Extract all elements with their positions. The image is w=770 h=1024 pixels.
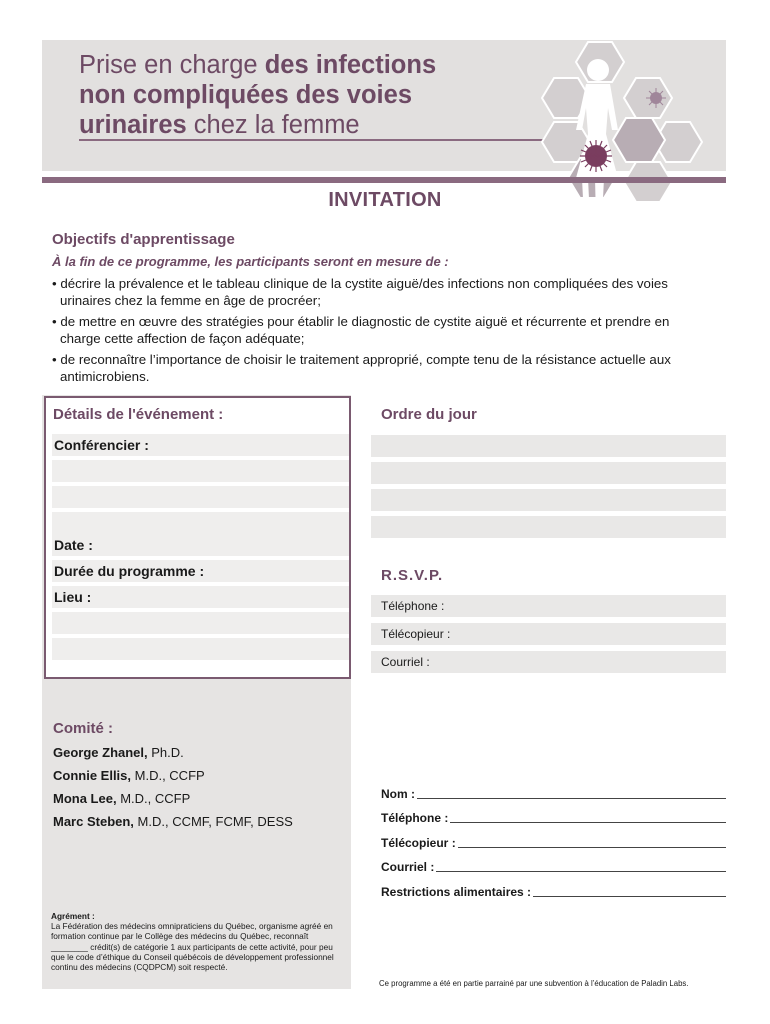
rsvp-fax-field[interactable]: [371, 623, 726, 645]
speaker-field-line-4[interactable]: [52, 512, 349, 534]
committee-member: [53, 791, 190, 806]
registration-name-label: Nom :: [381, 787, 415, 801]
committee-member: [53, 768, 205, 783]
agenda-line[interactable]: [371, 516, 726, 538]
member-credentials: M.D., CCFP: [131, 768, 205, 783]
rsvp-fax-label: Télécopieur :: [381, 627, 451, 641]
header-band: [42, 177, 726, 183]
registration-phone-row[interactable]: [381, 809, 726, 825]
objective-item: • de mettre en œuvre des stratégies pour établir le diagnostic de cystite aiguë et récurrente et prendre en charge cette affection de façon adéquate;: [52, 313, 712, 347]
member-name: George Zhanel,: [53, 745, 148, 760]
registration-phone-field[interactable]: [450, 822, 726, 823]
date-field[interactable]: [52, 534, 349, 556]
objective-item: • décrire la prévalence et le tableau clinique de la cystite aiguë/des infections non compliquées des voies urinaires chez la femme en âge de procréer;: [52, 275, 712, 309]
agenda-line[interactable]: [371, 489, 726, 511]
objectives-title: Objectifs d'apprentissage: [52, 231, 235, 248]
rsvp-phone-label: Téléphone :: [381, 599, 445, 613]
member-name: Mona Lee,: [53, 791, 117, 806]
title-bold-part: non compliquées des voies: [79, 81, 413, 109]
location-label: Lieu :: [54, 589, 92, 605]
event-details-title: Détails de l'événement :: [53, 406, 224, 423]
registration-diet-row[interactable]: [381, 883, 726, 899]
rsvp-email-field[interactable]: [371, 651, 726, 673]
registration-fax-field[interactable]: [458, 847, 726, 848]
registration-fax-row[interactable]: [381, 834, 726, 850]
title-light-part: Prise en charge: [79, 51, 265, 79]
accreditation-text: La Fédération des médecins omnipraticiens du Québec, organisme agréé en formation continue par le Collège des médecins du Québec, reconnaît ________ crédit(s) de catégorie 1 aux participants de cette activité, pour peu que le code d’éthique du Conseil québécois de développement professionnel continu des médecins (CQDPCM) soit respecté.: [51, 921, 334, 973]
duration-label: Durée du programme :: [54, 563, 205, 579]
member-credentials: M.D., CCMF, FCMF, DESS: [133, 814, 293, 829]
agenda-line[interactable]: [371, 435, 726, 457]
committee-title: Comité :: [53, 720, 113, 737]
committee-member: [53, 745, 184, 760]
speaker-label: Conférencier :: [54, 437, 149, 453]
registration-fax-label: Télécopieur :: [381, 836, 456, 850]
rsvp-phone-field[interactable]: [371, 595, 726, 617]
location-field-line-2[interactable]: [52, 612, 349, 634]
registration-diet-field[interactable]: [533, 896, 726, 897]
accreditation-title: Agrément :: [51, 911, 95, 921]
committee-member: [53, 814, 293, 829]
rsvp-title: R.S.V.P.: [381, 567, 444, 584]
registration-phone-label: Téléphone :: [381, 811, 449, 825]
member-name: Connie Ellis,: [53, 768, 132, 783]
speaker-field-line-3[interactable]: [52, 486, 349, 508]
registration-email-label: Courriel :: [381, 860, 435, 874]
accreditation-note: [51, 911, 341, 972]
member-credentials: M.D., CCFP: [116, 791, 191, 806]
rsvp-email-label: Courriel :: [381, 655, 430, 669]
objective-item: • de reconnaître l’importance de choisir le traitement approprié, compte tenu de la résistance actuelle aux antimicrobiens.: [52, 351, 712, 385]
date-label: Date :: [54, 537, 93, 553]
registration-diet-label: Restrictions alimentaires :: [381, 885, 532, 899]
sponsor-note: Ce programme a été en partie parrainé par une subvention à l’éducation de Paladin Labs.: [379, 979, 689, 988]
invitation-heading: INVITATION: [328, 189, 442, 211]
title-light-part: chez la femme: [186, 111, 360, 139]
member-credentials: Ph.D.: [147, 745, 184, 760]
member-name: Marc Steben,: [53, 814, 134, 829]
agenda-line[interactable]: [371, 462, 726, 484]
bacteria-symbol-small: [646, 88, 666, 108]
registration-name-field[interactable]: [417, 798, 726, 799]
registration-name-row[interactable]: [381, 785, 726, 801]
location-field-line-3[interactable]: [52, 638, 349, 660]
location-field[interactable]: [52, 586, 349, 608]
objectives-list: [52, 275, 712, 389]
title-underline: [79, 139, 558, 141]
registration-email-row[interactable]: [381, 858, 726, 874]
document-title: [79, 50, 559, 140]
title-bold-part: des infections: [264, 51, 437, 79]
agenda-title: Ordre du jour: [381, 406, 477, 423]
speaker-field-line-2[interactable]: [52, 460, 349, 482]
title-bold-part: urinaires: [79, 111, 187, 139]
objectives-intro: À la fin de ce programme, les participants seront en mesure de :: [52, 254, 449, 269]
registration-email-field[interactable]: [436, 871, 726, 872]
